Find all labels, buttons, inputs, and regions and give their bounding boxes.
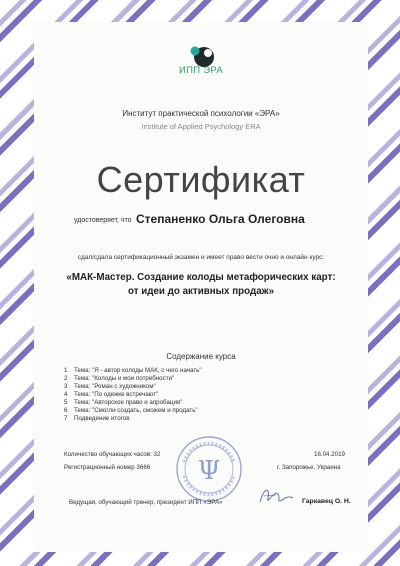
issue-date: 16.04.2019 — [314, 451, 345, 458]
org-name: ИПП ЭРА — [178, 65, 224, 76]
contents-title: Содержание курса — [166, 352, 236, 361]
recipient-name: Степаненко Ольга Олеговна — [136, 212, 305, 226]
list-item: 4 Тема: "По одежке встречают" — [64, 391, 159, 398]
certifies-label: удостоверяет, что — [74, 217, 132, 224]
registration-number: Регистрационный номер 3666 — [64, 464, 151, 471]
institute-name-ru: Институт практической психологии «ЭРА» — [122, 109, 280, 118]
course-name-line: «МАК-Мастер. Создание колоды метафорических карт: — [66, 272, 336, 283]
course-name-line: от идеи до активных продаж» — [127, 286, 275, 297]
trainer-label: Ведущая, обучающий тренер, президент ИПП «ЭРА» — [69, 499, 223, 506]
certificate-sheet — [34, 22, 368, 552]
list-item: 5 Тема: "Авторское право и апробация" — [64, 399, 183, 406]
signature-icon — [256, 484, 296, 515]
institute-name-en: Institute of Applied Psychology ERA — [141, 122, 261, 131]
list-item: 7 Подведение итогов — [64, 415, 130, 422]
issue-city: г. Запорожье, Украина — [277, 464, 341, 471]
signer-name: Гаркавец О. Н. — [302, 498, 351, 505]
exam-statement: сдал/сдала сертификационный экзамен и имеет право вести очно и онлайн курс: — [77, 254, 325, 261]
list-item: 1 Тема: "Я - автор колоды МАК, с чего начать" — [64, 367, 202, 374]
course-name — [34, 271, 368, 299]
training-hours: Количество обучающих часов: 32 — [64, 451, 161, 458]
certificate-title: Сертификат — [96, 159, 306, 200]
svg-text:Ψ: Ψ — [197, 456, 221, 486]
list-item: 2 Тема: "Колоды и мои потребности" — [64, 375, 175, 382]
list-item: 3 Тема: "Роман с художником" — [64, 383, 156, 390]
seal-stamp-icon — [174, 434, 244, 509]
topics-list — [64, 367, 202, 423]
list-item: 6 Тема: "Смогли создать, сможем и продать" — [64, 407, 198, 414]
